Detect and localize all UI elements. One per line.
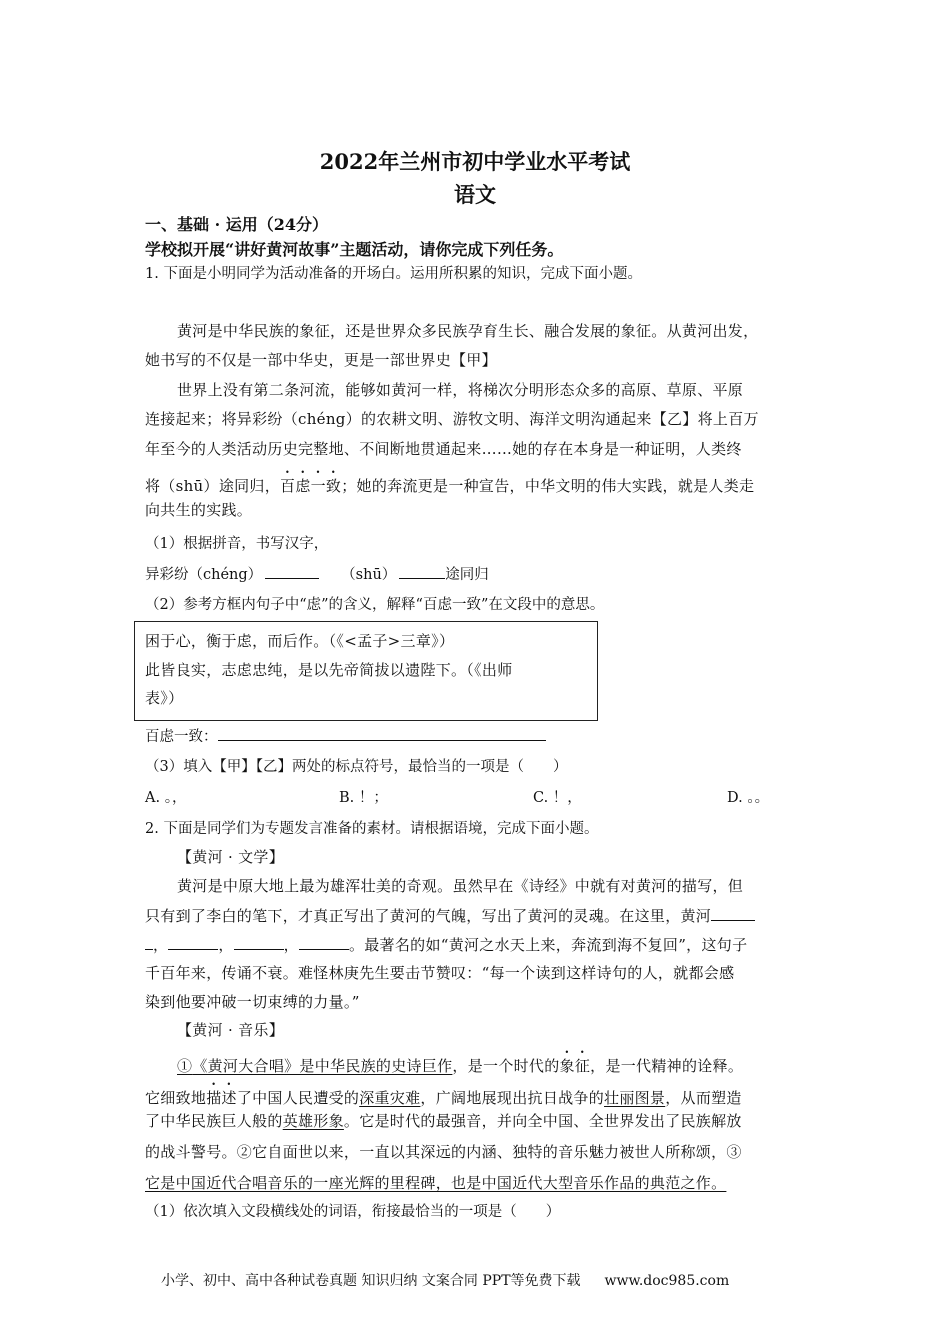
footer-text: [161, 1270, 729, 1290]
q1-passage-text: ；她的奔流更是一种宣告，中华文明的伟大实践，就是人类走: [341, 477, 755, 495]
q1-passage-line: 她书写的不仅是一部中华史，更是一部世界史【甲】: [145, 351, 497, 369]
option-b[interactable]: B. ！；: [339, 790, 388, 806]
underlined-word: 英雄形象: [282, 1112, 344, 1130]
reference-line: 困于心，衡于虑，而后作。（《<孟子>三章》）: [145, 632, 455, 650]
lit-line: ， ， ， 。最著名的如“黄河之水天上来，奔流到海不复回”，这句子: [145, 933, 747, 955]
q1-intro: 1. 下面是小明同学为活动准备的开场白。运用所积累的知识，完成下面小题。: [145, 266, 642, 282]
task-instruction: 学校拟开展“讲好黄河故事”主题活动，请你完成下列任务。: [145, 240, 564, 259]
answer-blank[interactable]: [399, 562, 445, 579]
answer-blank[interactable]: [299, 933, 349, 950]
exam-title: 2022年兰州市初中学业水平考试: [319, 149, 631, 174]
lit-line: 黄河是中原大地上最为雄浑壮美的奇观。虽然早在《诗经》中就有对黄河的描写，但: [177, 877, 744, 895]
q1-passage-line: 黄河是中华民族的象征，还是世界众多民族孕育生长、融合发展的象征。从黄河出发，: [177, 322, 759, 340]
q1-passage-line: 世界上没有第二条河流，能够如黄河一样，将梯次分明形态众多的高原、草原、平原: [177, 381, 744, 399]
underlined-sentence: 它是中国近代合唱音乐的一座光辉的里程碑，也是中国近代大型音乐作品的典范之作。: [145, 1174, 727, 1192]
music-text: 了中国人民遭受的: [236, 1089, 360, 1107]
lit-line: 染到他要冲破一切束缚的力量。”: [145, 993, 360, 1011]
section-heading: 一、基础 · 运用（24分）: [145, 215, 328, 234]
q2-sub1-label: （1）依次填入文段横线处的词语，衔接最恰当的一项是（ ）: [145, 1204, 561, 1220]
pinyin-cheng: 异彩纷（chéng）: [145, 567, 263, 583]
lit-text: 只有到了李白的笔下，才真正写出了黄河的气魄，写出了黄河的灵魂。在这里，黄河: [145, 907, 712, 925]
q1-sub1-label: （1）根据拼音，书写汉字，: [145, 536, 329, 552]
pinyin-shu: （shū）: [341, 567, 397, 583]
answer-blank[interactable]: [265, 562, 319, 579]
lit-text: 。最著名的如“黄河之水天上来，奔流到海不复回”，这句子: [348, 936, 748, 954]
underlined-word: 壮丽图景: [604, 1089, 666, 1107]
music-text: 。它是时代的最强音，并向全中国、全世界发出了民族解放: [343, 1112, 742, 1130]
footer-caption: 小学、初中、高中各种试卷真题 知识归纳 文案合同 PPT等免费下载: [161, 1273, 581, 1289]
footer-url[interactable]: www.doc985.com: [604, 1273, 730, 1289]
q1-passage-text: 将（shū）途同归，: [145, 477, 281, 495]
music-text: ①: [177, 1057, 193, 1075]
q1-sub2-label: （2）参考方框内句子中“虑”的含义，解释“百虑一致”在文段中的意思。: [145, 597, 605, 613]
music-line: 的战斗警号。②它自面世以来，一直以其深远的内涵、独特的音乐魅力被世人所称颂，③: [145, 1143, 742, 1161]
emphasized-phrase: 百虑一致: [280, 477, 342, 495]
underlined-sentence: 《黄河大合唱》是中华民族的史诗巨作: [192, 1057, 453, 1075]
answer-blank[interactable]: [168, 933, 218, 950]
music-heading: 【黄河 · 音乐】: [177, 1021, 285, 1039]
emphasized-word: 象征: [559, 1057, 591, 1075]
option-a[interactable]: A. 。，: [145, 790, 187, 806]
emphasized-word: 描述: [206, 1089, 237, 1107]
answer-blank[interactable]: [234, 933, 284, 950]
answer-line: [145, 724, 546, 746]
music-text: 了中华民族巨人般的: [145, 1112, 283, 1130]
option-d[interactable]: D. 。。: [727, 790, 770, 806]
answer-blank[interactable]: [711, 904, 755, 921]
q1-passage-line: 向共生的实践。: [145, 501, 253, 519]
q1-passage-line: [145, 468, 754, 496]
q1-sub1-blanks: [145, 562, 489, 584]
music-text: ，是一代精神的诠释。: [590, 1057, 744, 1075]
answer-blank[interactable]: [218, 724, 546, 741]
music-text: ，从而塑造: [665, 1089, 742, 1107]
q2-intro: 2. 下面是同学们为专题发言准备的素材。请根据语境，完成下面小题。: [145, 821, 599, 837]
reference-line: 此皆良实，志虑忠纯，是以先帝简拔以遗陛下。（《出师: [145, 661, 513, 679]
music-text: ，是一个时代的: [452, 1057, 560, 1075]
music-line: [145, 1110, 742, 1131]
subject-title: 语文: [454, 182, 496, 207]
q1-passage-line: 连接起来；将异彩纷（chéng）的农耕文明、游牧文明、海洋文明沟通起来【乙】将上百万: [145, 410, 759, 428]
blank-tail: 途同归: [445, 567, 489, 583]
music-text: 它细致地: [145, 1089, 207, 1107]
q1-sub3-label: （3）填入【甲】【乙】两处的标点符号，最恰当的一项是（ ）: [145, 759, 568, 775]
reference-line: 表》）: [145, 689, 184, 707]
music-text: ，广阔地展现出抗日战争的: [420, 1089, 605, 1107]
answer-blank[interactable]: [145, 933, 153, 950]
music-line: [145, 1080, 742, 1108]
q1-passage-line: 年至今的人类活动历史完整地、不间断地贯通起来……她的存在本身是一种证明，人类终: [145, 440, 742, 458]
answer-label: 百虑一致：: [145, 729, 218, 745]
music-line: [177, 1048, 743, 1076]
lit-line: 千百年来，传诵不衰。难怪林庚先生要击节赞叹：“每一个读到这样诗句的人，就都会感: [145, 964, 735, 982]
option-c[interactable]: C. ！，: [533, 790, 582, 806]
underlined-word: 深重灾难: [359, 1089, 421, 1107]
lit-heading: 【黄河 · 文学】: [177, 848, 285, 866]
lit-line: [145, 904, 755, 926]
